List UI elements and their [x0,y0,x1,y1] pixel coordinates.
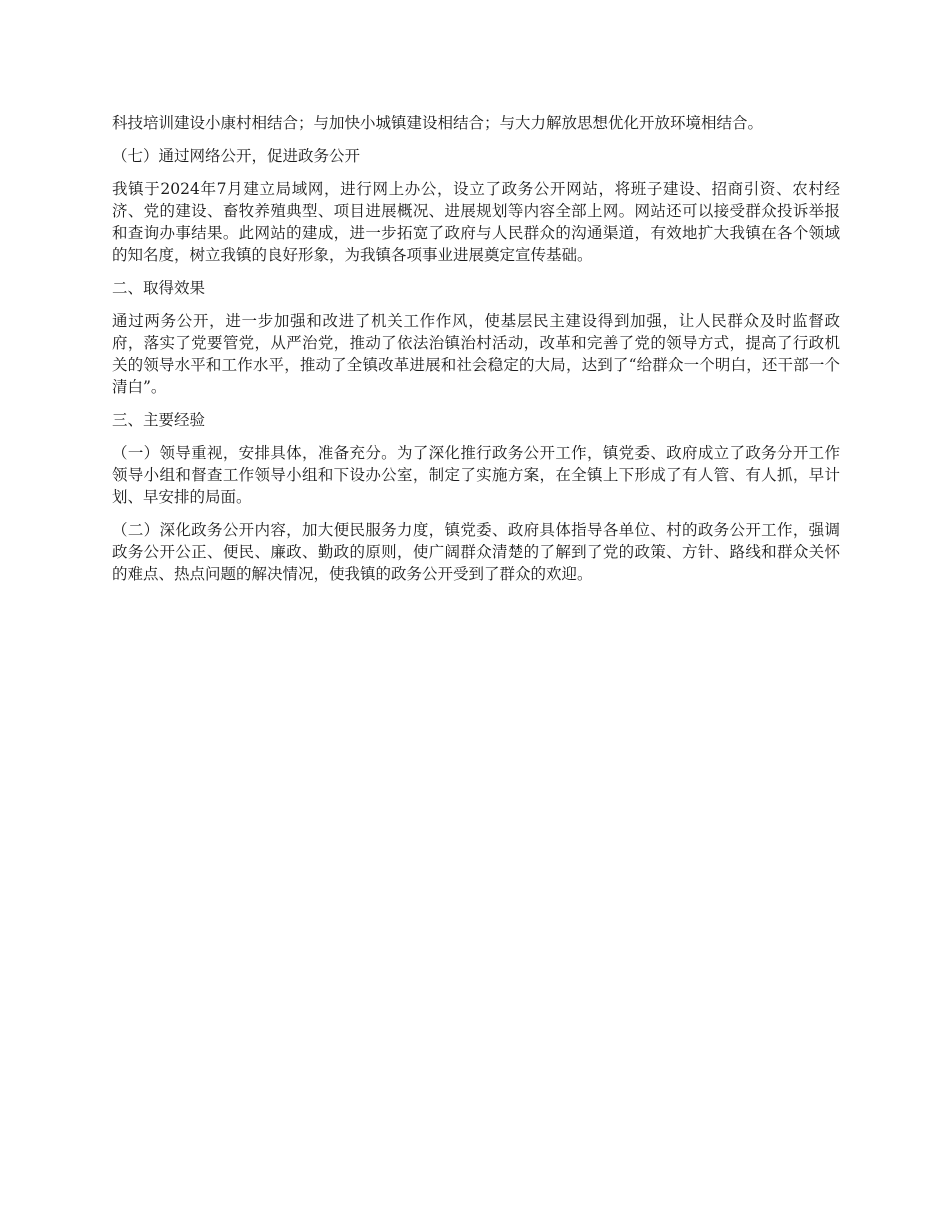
paragraph-network-disclosure: 我镇于2024年7月建立局域网，进行网上办公，设立了政务公开网站，将班子建设、招商引资、农村经济、党的建设、畜牧养殖典型、项目进展概况、进展规划等内容全部上网。网站还可以接受群众投诉举报和查询办事结果。此网站的建成，进一步拓宽了政府与人民群众的沟通渠道，有效地扩大我镇在各个领域的知名度，树立我镇的良好形象，为我镇各项事业进展奠定宣传基础。 [112,180,840,264]
paragraph-continuation: 科技培训建设小康村相结合；与加快小城镇建设相结合；与大力解放思想优化开放环境相结合。 [112,114,764,132]
section-heading-results: 二、取得效果 [112,279,206,297]
section-heading-experience: 三、主要经验 [112,411,206,429]
paragraph-experience-2: （二）深化政务公开内容，加大便民服务力度，镇党委、政府具体指导各单位、村的政务公开工作，强调政务公开公正、便民、廉政、勤政的原则，使广阔群众清楚的了解到了党的政策、方针、路线和群众关怀的难点、热点问题的解决情况，使我镇的政务公开受到了群众的欢迎。 [112,521,840,583]
paragraph-results: 通过两务公开，进一步加强和改进了机关工作作风，使基层民主建设得到加强，让人民群众及时监督政府，落实了党要管党，从严治党，推动了依法治镇治村活动，改革和完善了党的领导方式，提高了行政机关的领导水平和工作水平，推动了全镇改革进展和社会稳定的大局，达到了“给群众一个明白，还干部一个清白”。 [112,312,840,396]
section-heading-network-disclosure: （七）通过网络公开，促进政务公开 [112,147,361,165]
document-page [112,112,840,596]
paragraph-experience-1: （一）领导重视，安排具体，准备充分。为了深化推行政务公开工作，镇党委、政府成立了政务分开工作领导小组和督查工作领导小组和下设办公室，制定了实施方案，在全镇上下形成了有人管、有人抓，早计划、早安排的局面。 [112,444,840,506]
